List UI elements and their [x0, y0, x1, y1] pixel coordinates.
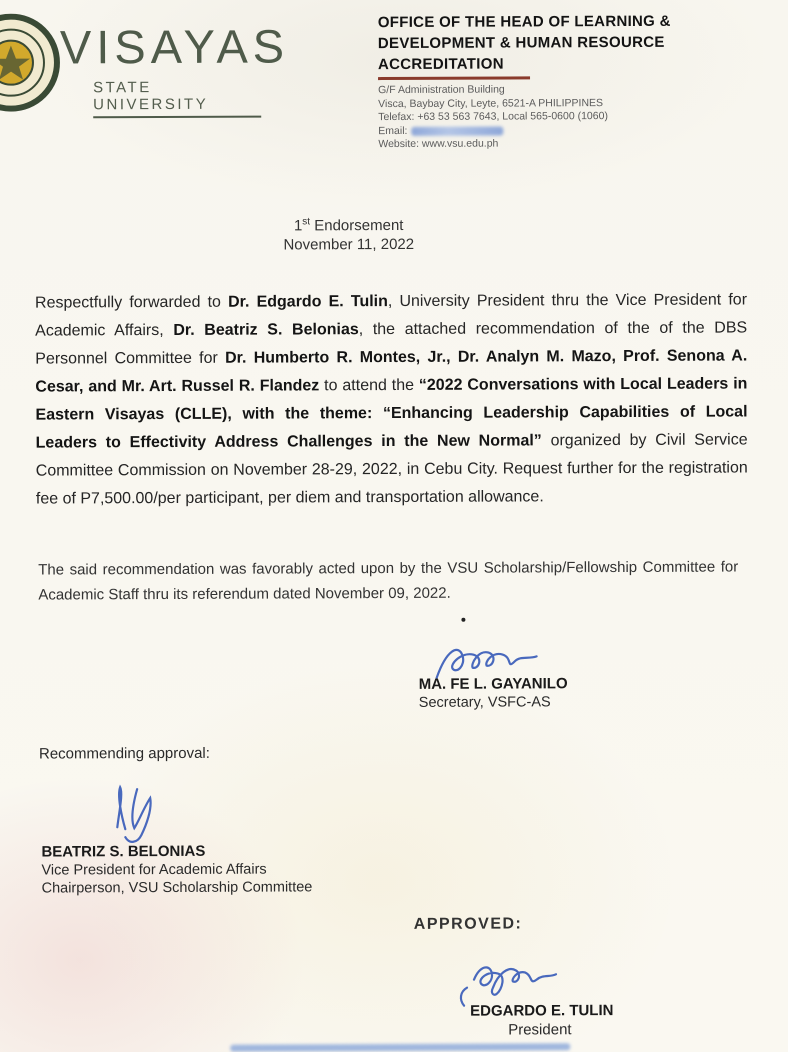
body-paragraph-1: Respectfully forwarded to Dr. Edgardo E. Tulin, University President thru the Vice President for Academic Affairs, Dr. Beatriz S. Belonias, the attached recommendation of the of the DBS Personnel Committee for Dr. Humberto R. Montes, Jr., Dr. Analyn M. Mazo, Prof. Senona A. Cesar, and Mr. Art. Russel R. Flandez to attend the “2022 Conversations with Local Leaders in Eastern Visayas (CLLE), with the theme: “Enhancing Leadership Capabilities of Local Leaders to Effectivity Address Challenges in the New Normal” organized by Civil Service Committee Commission on November 28-29, 2022, in Cebu City. Request further for the registration fee of P7,500.00/per participant, per diem and transportation allowance. [34, 291, 748, 508]
office-address-block [378, 83, 718, 152]
office-title [378, 11, 718, 75]
stray-ink-dot [461, 618, 465, 622]
belonias-signature-ink [103, 783, 183, 845]
president-name: EDGARDO E. TULIN [470, 1002, 614, 1020]
office-letterhead [378, 11, 719, 152]
office-title-line1: OFFICE OF THE HEAD OF LEARNING & [377, 12, 671, 32]
president-title: President [508, 1021, 572, 1039]
address-line1: G/F Administration Building [378, 83, 505, 97]
endorsement-ordinal: st [302, 216, 311, 228]
vsu-seal-icon [0, 13, 60, 111]
university-subname: STATE UNIVERSITY [93, 79, 261, 119]
approved-label: APPROVED: [413, 915, 523, 933]
office-title-line3: ACCREDITATION [377, 55, 504, 74]
telefax-line: Telefax: +63 53 563 7643, Local 565-0600 (1060) [378, 110, 608, 124]
endorsement-word: Endorsement [310, 216, 404, 235]
recommending-approval-label: Recommending approval: [38, 744, 210, 763]
vpaa-name: BEATRIZ S. BELONIAS [41, 842, 206, 861]
scanner-edge-artifact [230, 1043, 570, 1051]
website-line: Website: www.vsu.edu.ph [378, 137, 499, 151]
university-name: VISAYAS [59, 19, 290, 74]
address-line2: Visca, Baybay City, Leyte, 6521-A PHILIPPINES [378, 96, 604, 110]
email-label: Email: [378, 124, 408, 137]
letterhead-rule [378, 76, 530, 80]
vsu-seal-logo [0, 13, 60, 111]
body-paragraph-2: The said recommendation was favorably acted upon by the VSU Scholarship/Fellowship Committee for Academic Staff thru its referendum dated November 09, 2022. [38, 558, 739, 604]
secretary-name: MA. FE L. GAYANILO [418, 675, 568, 693]
endorsement-number: 1 [293, 217, 303, 235]
letter-date: November 11, 2022 [283, 235, 415, 254]
secretary-title: Secretary, VSFC-AS [418, 694, 551, 711]
vpaa-title2: Chairperson, VSU Scholarship Committee [41, 879, 313, 897]
office-title-line2: DEVELOPMENT & HUMAN RESOURCE [377, 33, 665, 53]
tulin-signature-ink [454, 947, 574, 1010]
endorsement-title [0, 215, 699, 236]
vpaa-title: Vice President for Academic Affairs [41, 861, 267, 879]
email-value-blurred [411, 126, 503, 135]
